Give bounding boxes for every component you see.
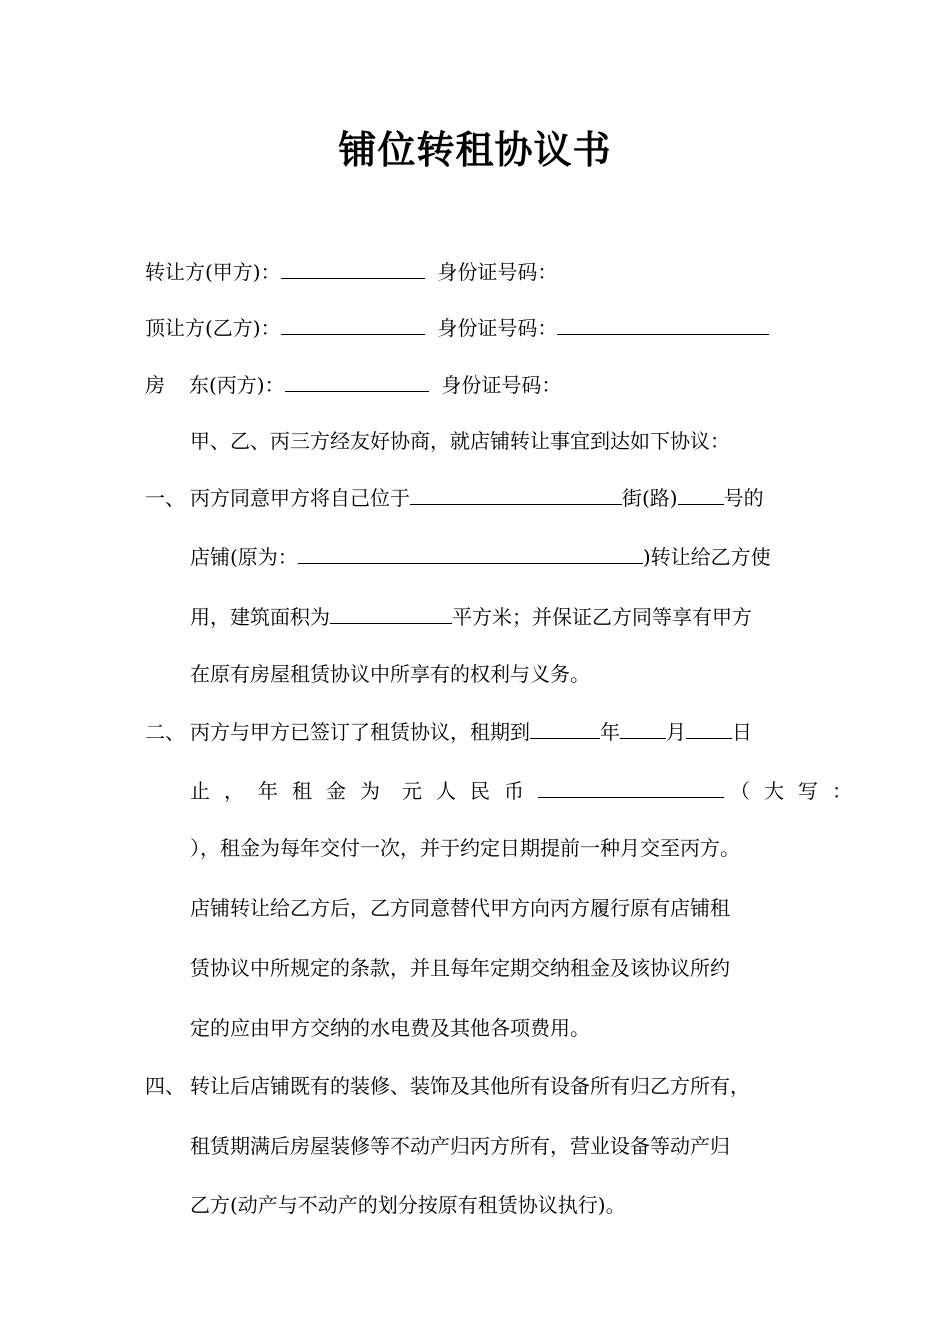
landlord-label-b: 东(丙方)：: [189, 373, 285, 397]
transferee-id-label: 身份证号码：: [437, 316, 558, 340]
clause4-line1: [145, 1071, 750, 1101]
transferor-line: [145, 256, 557, 287]
transferee-name-blank[interactable]: [281, 312, 425, 335]
transferor-label: 转让方(甲方)：: [145, 260, 281, 284]
document-title: 铺位转租协议书: [338, 127, 612, 172]
clause4-text: 转让后店铺既有的装修、装饰及其他所有设备所有归乙方所有，: [190, 1074, 750, 1098]
clause2-line6: 定的应由甲方交纳的水电费及其他各项费用。: [190, 1016, 590, 1040]
clause2-text: 年: [600, 720, 620, 744]
clause2-text: （大写：: [730, 779, 866, 803]
lease-day-blank[interactable]: [686, 716, 732, 739]
clause2-text: 止，年租金为: [190, 779, 394, 803]
landlord-label-a: 房: [145, 373, 165, 397]
clause1-text: 丙方同意甲方将自己位于: [190, 486, 410, 510]
clause2-number: 二、: [145, 720, 185, 744]
street-blank[interactable]: [410, 482, 622, 505]
clause4-number: 四、: [145, 1074, 185, 1098]
landlord-id-label: 身份证号码：: [441, 373, 562, 397]
clause1-line4: 在原有房屋租赁协议中所享有的权利与义务。: [190, 662, 590, 686]
clause2-text: 日: [732, 720, 752, 744]
lease-month-blank[interactable]: [620, 716, 666, 739]
clause1-line2: [190, 541, 771, 572]
transferee-id-blank[interactable]: [557, 312, 769, 335]
original-shop-blank[interactable]: [298, 541, 643, 564]
clause2-line4: 店铺转让给乙方后，乙方同意替代甲方向丙方履行原有店铺租: [190, 896, 730, 920]
clause1-text: 街(路): [622, 486, 678, 510]
clause4-line3: 乙方(动产与不动产的划分按原有租赁协议执行)。: [190, 1193, 626, 1217]
lease-year-blank[interactable]: [530, 716, 600, 739]
transferor-name-blank[interactable]: [281, 256, 425, 279]
clause2-text: 月: [666, 720, 686, 744]
landlord-line: [145, 369, 561, 400]
transferor-id-label: 身份证号码：: [437, 260, 558, 284]
street-number-blank[interactable]: [678, 482, 724, 505]
transferee-line: [145, 312, 769, 343]
clause1-text: 号的: [723, 486, 764, 510]
clause2-text: 丙方与甲方已签订了租赁协议，租期到: [190, 720, 530, 744]
clause1-text: 用，建筑面积为: [190, 605, 330, 629]
clause2-line3: ），租金为每年交付一次，并于约定日期提前一种月交至丙方。: [190, 836, 740, 860]
clause1-text: )转让给乙方使: [642, 545, 771, 569]
clause2-line5: 赁协议中所规定的条款，并且每年定期交纳租金及该协议所约: [190, 956, 730, 980]
clause1-text: 店铺(原为：: [190, 545, 298, 569]
landlord-name-blank[interactable]: [285, 369, 429, 392]
clause4-line2: 租赁期满后房屋装修等不动产归丙方所有，营业设备等动产归: [190, 1134, 730, 1158]
clause2-line1: [145, 716, 752, 747]
clause2-text: 元人民币: [402, 779, 538, 803]
clause1-number: 一、: [145, 486, 185, 510]
clause1-text: 平方米；并保证乙方同等享有甲方: [452, 605, 752, 629]
clause1-line3: [190, 601, 752, 632]
transferee-label: 顶让方(乙方)：: [145, 316, 281, 340]
intro-paragraph: 甲、乙、丙三方经友好协商，就店铺转让事宜到达如下协议：: [190, 429, 730, 453]
rent-amount-blank[interactable]: [538, 775, 724, 798]
area-blank[interactable]: [330, 601, 452, 624]
clause1-line1: [145, 482, 764, 513]
clause2-line2: [190, 775, 866, 806]
